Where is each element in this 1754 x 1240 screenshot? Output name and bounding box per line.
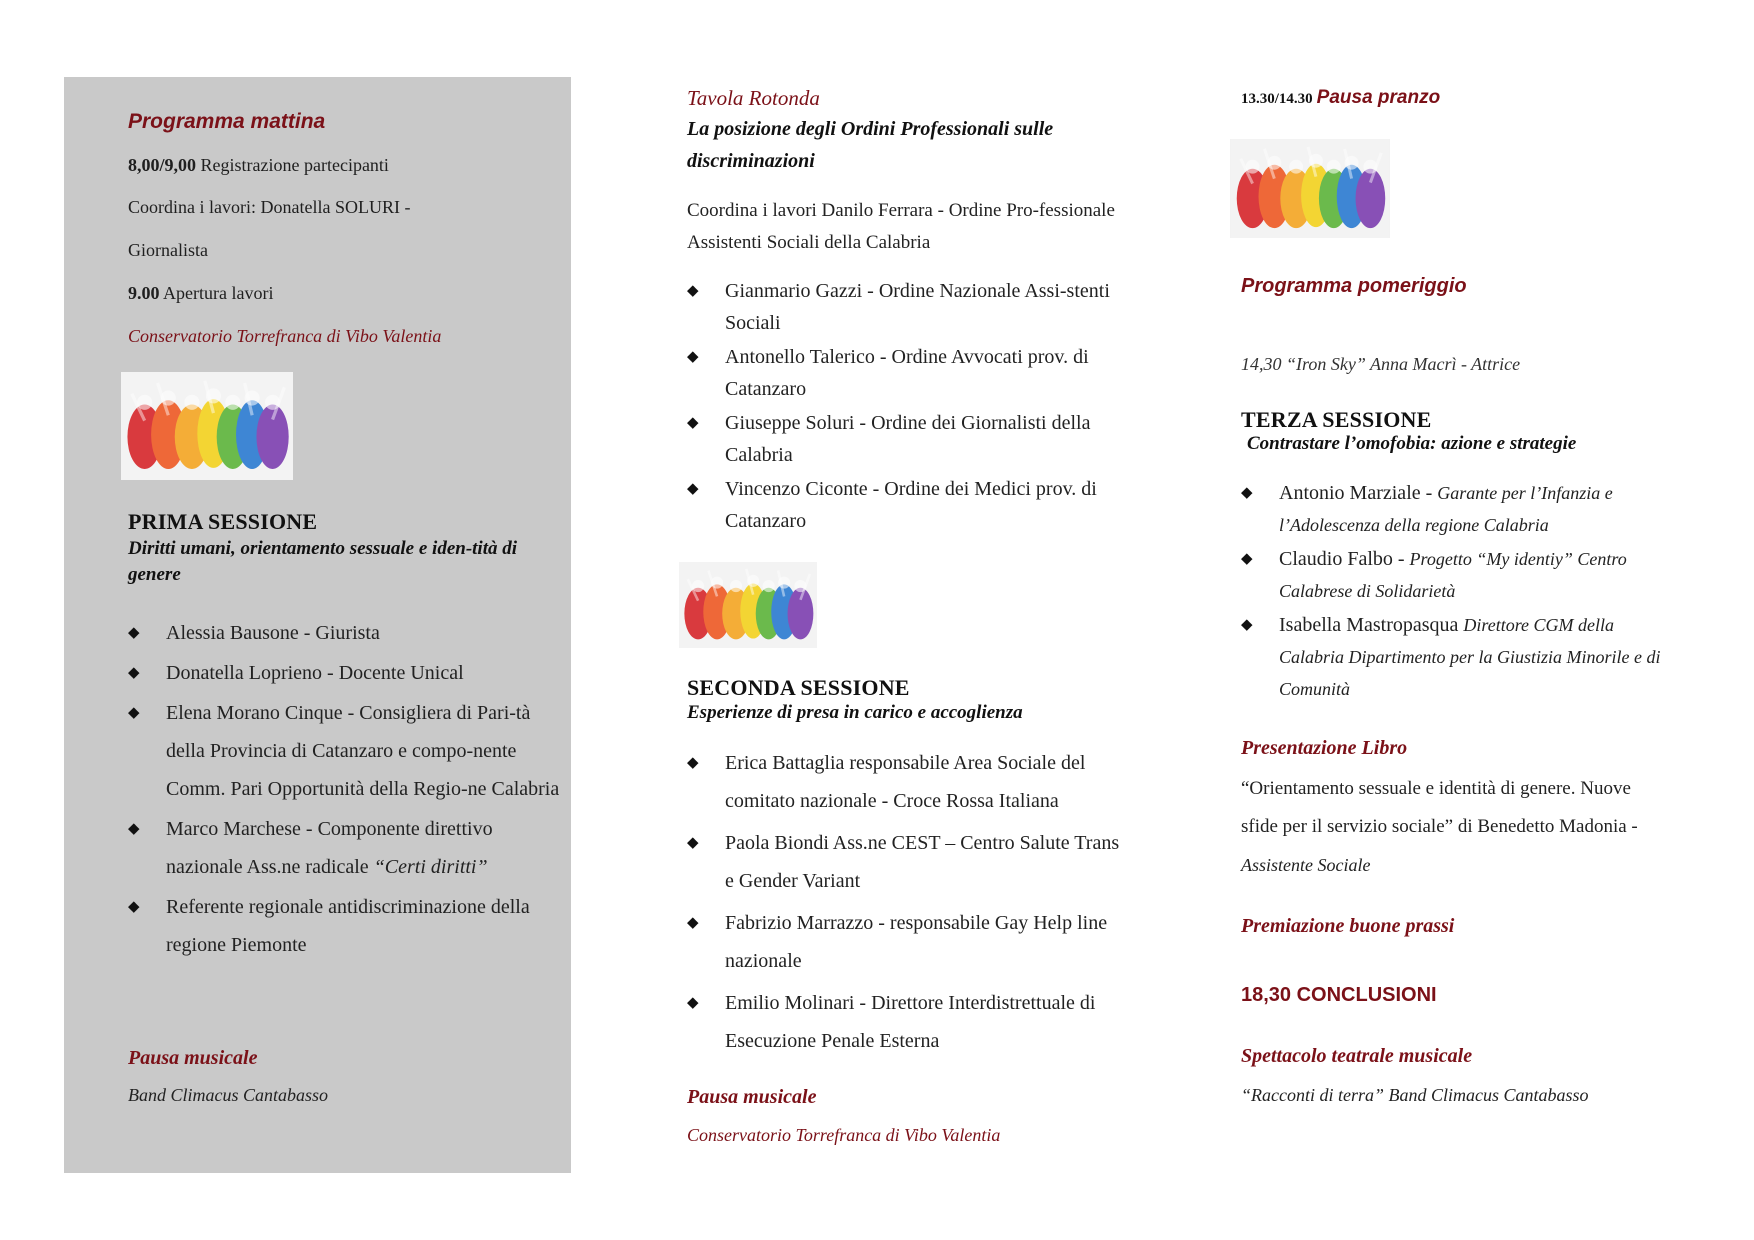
list-item: ◆ Alessia Bausone - Giurista bbox=[128, 614, 562, 652]
diamond-bullet-icon: ◆ bbox=[687, 415, 699, 431]
round-table-speaker-list bbox=[687, 275, 1127, 537]
round-table-coordinator: Coordina i lavori Danilo Ferrara - Ordine Pro-fessionale Assistenti Sociali della Calabria bbox=[687, 200, 1115, 253]
theatre-show-title: Spettacolo teatrale musicale bbox=[1241, 1045, 1473, 1067]
show-line: 14,30 “Iron Sky” Anna Macrì - Attrice bbox=[1241, 354, 1521, 374]
coordinator-line-2: Giornalista bbox=[128, 240, 208, 260]
list-item: ◆ Referente regionale antidiscriminazione della regione Piemonte bbox=[128, 888, 562, 964]
list-item: ◆ Giuseppe Soluri - Ordine dei Giornalisti della Calabria bbox=[687, 407, 1127, 471]
registration-text: Registrazione partecipanti bbox=[196, 155, 389, 175]
speaker-list bbox=[687, 744, 1127, 1060]
list-item: ◆ Erica Battaglia responsabile Area Sociale del comitato nazionale - Croce Rossa Italiana bbox=[687, 744, 1127, 820]
diamond-bullet-icon: ◆ bbox=[687, 995, 699, 1011]
diamond-bullet-icon: ◆ bbox=[687, 349, 699, 365]
registration-line bbox=[128, 155, 389, 176]
registration-time: 8,00/9,00 bbox=[128, 155, 197, 175]
morning-heading: Programma mattina bbox=[128, 110, 326, 133]
opening-time: 9.00 bbox=[128, 283, 160, 303]
list-item: ◆ Claudio Falbo - Progetto “My identiy” Centro Calabrese di Solidarietà bbox=[1241, 543, 1671, 607]
list-item: ◆ Emilio Molinari - Direttore Interdistrettuale di Esecuzione Penale Esterna bbox=[687, 984, 1127, 1060]
round-table-subtitle: La posizione degli Ordini Professionali sulle discriminazioni bbox=[687, 118, 1054, 172]
coordinator-line-1: Coordina i lavori: Donatella SOLURI - bbox=[128, 197, 411, 217]
diamond-bullet-icon: ◆ bbox=[128, 899, 140, 915]
conclusions-title: 18,30 CONCLUSIONI bbox=[1241, 984, 1437, 1006]
diamond-bullet-icon: ◆ bbox=[687, 915, 699, 931]
list-item: ◆ Elena Morano Cinque - Consigliera di Pari-tà della Provincia di Catanzaro e compo-nente Comm. Pari Opportunità della Regio-ne Calabria bbox=[128, 694, 562, 808]
diamond-bullet-icon: ◆ bbox=[128, 625, 140, 641]
diamond-bullet-icon: ◆ bbox=[1241, 551, 1253, 567]
music-break-venue: Conservatorio Torrefranca di Vibo Valentia bbox=[687, 1125, 1001, 1145]
session-title: TERZA SESSIONE bbox=[1241, 407, 1432, 432]
theatre-show-text: “Racconti di terra” Band Climacus Cantabasso bbox=[1241, 1085, 1589, 1105]
book-presentation-text: “Orientamento sessuale e identità di genere. Nuove sfide per il servizio sociale” di Benedetto Madonia - Assistente Sociale bbox=[1241, 778, 1638, 875]
diamond-bullet-icon: ◆ bbox=[687, 283, 699, 299]
morning-panel bbox=[64, 77, 571, 1173]
list-item: ◆ Antonello Talerico - Ordine Avvocati prov. di Catanzaro bbox=[687, 341, 1127, 405]
list-item: ◆ Gianmario Gazzi - Ordine Nazionale Assi-stenti Sociali bbox=[687, 275, 1127, 339]
music-break-band: Band Climacus Cantabasso bbox=[128, 1085, 329, 1105]
venue-text: Conservatorio Torrefranca di Vibo Valentia bbox=[128, 326, 442, 346]
lunch-line bbox=[1241, 87, 1440, 109]
list-item: ◆ Vincenzo Ciconte - Ordine dei Medici prov. di Catanzaro bbox=[687, 473, 1127, 537]
diamond-bullet-icon: ◆ bbox=[687, 481, 699, 497]
lunch-time: 13.30/14.30 bbox=[1241, 91, 1313, 107]
book-presentation-title: Presentazione Libro bbox=[1241, 737, 1408, 759]
diamond-bullet-icon: ◆ bbox=[128, 665, 140, 681]
diamond-bullet-icon: ◆ bbox=[1241, 617, 1253, 633]
award-title: Premiazione buone prassi bbox=[1241, 915, 1455, 937]
rainbow-crowd-banner-icon bbox=[1230, 139, 1390, 238]
opening-line bbox=[128, 283, 273, 304]
list-item: ◆ Isabella Mastropasqua Direttore CGM della Calabria Dipartimento per la Giustizia Minorile e di Comunità bbox=[1241, 609, 1671, 705]
rainbow-crowd-banner-icon bbox=[679, 562, 817, 648]
list-item: ◆ Marco Marchese - Componente direttivo nazionale Ass.ne radicale “Certi diritti” bbox=[128, 810, 562, 886]
list-item: ◆ Donatella Loprieno - Docente Unical bbox=[128, 654, 562, 692]
session-subtitle: Contrastare l’omofobia: azione e strategie bbox=[1247, 433, 1577, 454]
round-table-title: Tavola Rotonda bbox=[687, 86, 820, 110]
diamond-bullet-icon: ◆ bbox=[128, 821, 140, 837]
opening-text: Apertura lavori bbox=[159, 283, 274, 303]
afternoon-heading: Programma pomeriggio bbox=[1241, 275, 1467, 297]
session-title: SECONDA SESSIONE bbox=[687, 675, 910, 700]
music-break-title: Pausa musicale bbox=[687, 1086, 817, 1108]
music-break-title: Pausa musicale bbox=[128, 1047, 258, 1069]
diamond-bullet-icon: ◆ bbox=[687, 755, 699, 771]
list-item: ◆ Fabrizio Marrazzo - responsabile Gay Help line nazionale bbox=[687, 904, 1127, 980]
speaker-list bbox=[1241, 477, 1671, 705]
diamond-bullet-icon: ◆ bbox=[1241, 485, 1253, 501]
lunch-label: Pausa pranzo bbox=[1316, 87, 1441, 108]
session-title: PRIMA SESSIONE bbox=[128, 509, 318, 534]
session-subtitle: Esperienze di presa in carico e accoglienza bbox=[687, 702, 1023, 723]
rainbow-crowd-banner-icon bbox=[121, 372, 293, 480]
diamond-bullet-icon: ◆ bbox=[687, 835, 699, 851]
list-item: ◆ Paola Biondi Ass.ne CEST – Centro Salute Trans e Gender Variant bbox=[687, 824, 1127, 900]
session-subtitle: Diritti umani, orientamento sessuale e iden-tità di genere bbox=[128, 538, 518, 585]
speaker-list bbox=[128, 614, 562, 964]
diamond-bullet-icon: ◆ bbox=[128, 705, 140, 721]
list-item: ◆ Antonio Marziale - Garante per l’Infanzia e l’Adolescenza della regione Calabria bbox=[1241, 477, 1671, 541]
